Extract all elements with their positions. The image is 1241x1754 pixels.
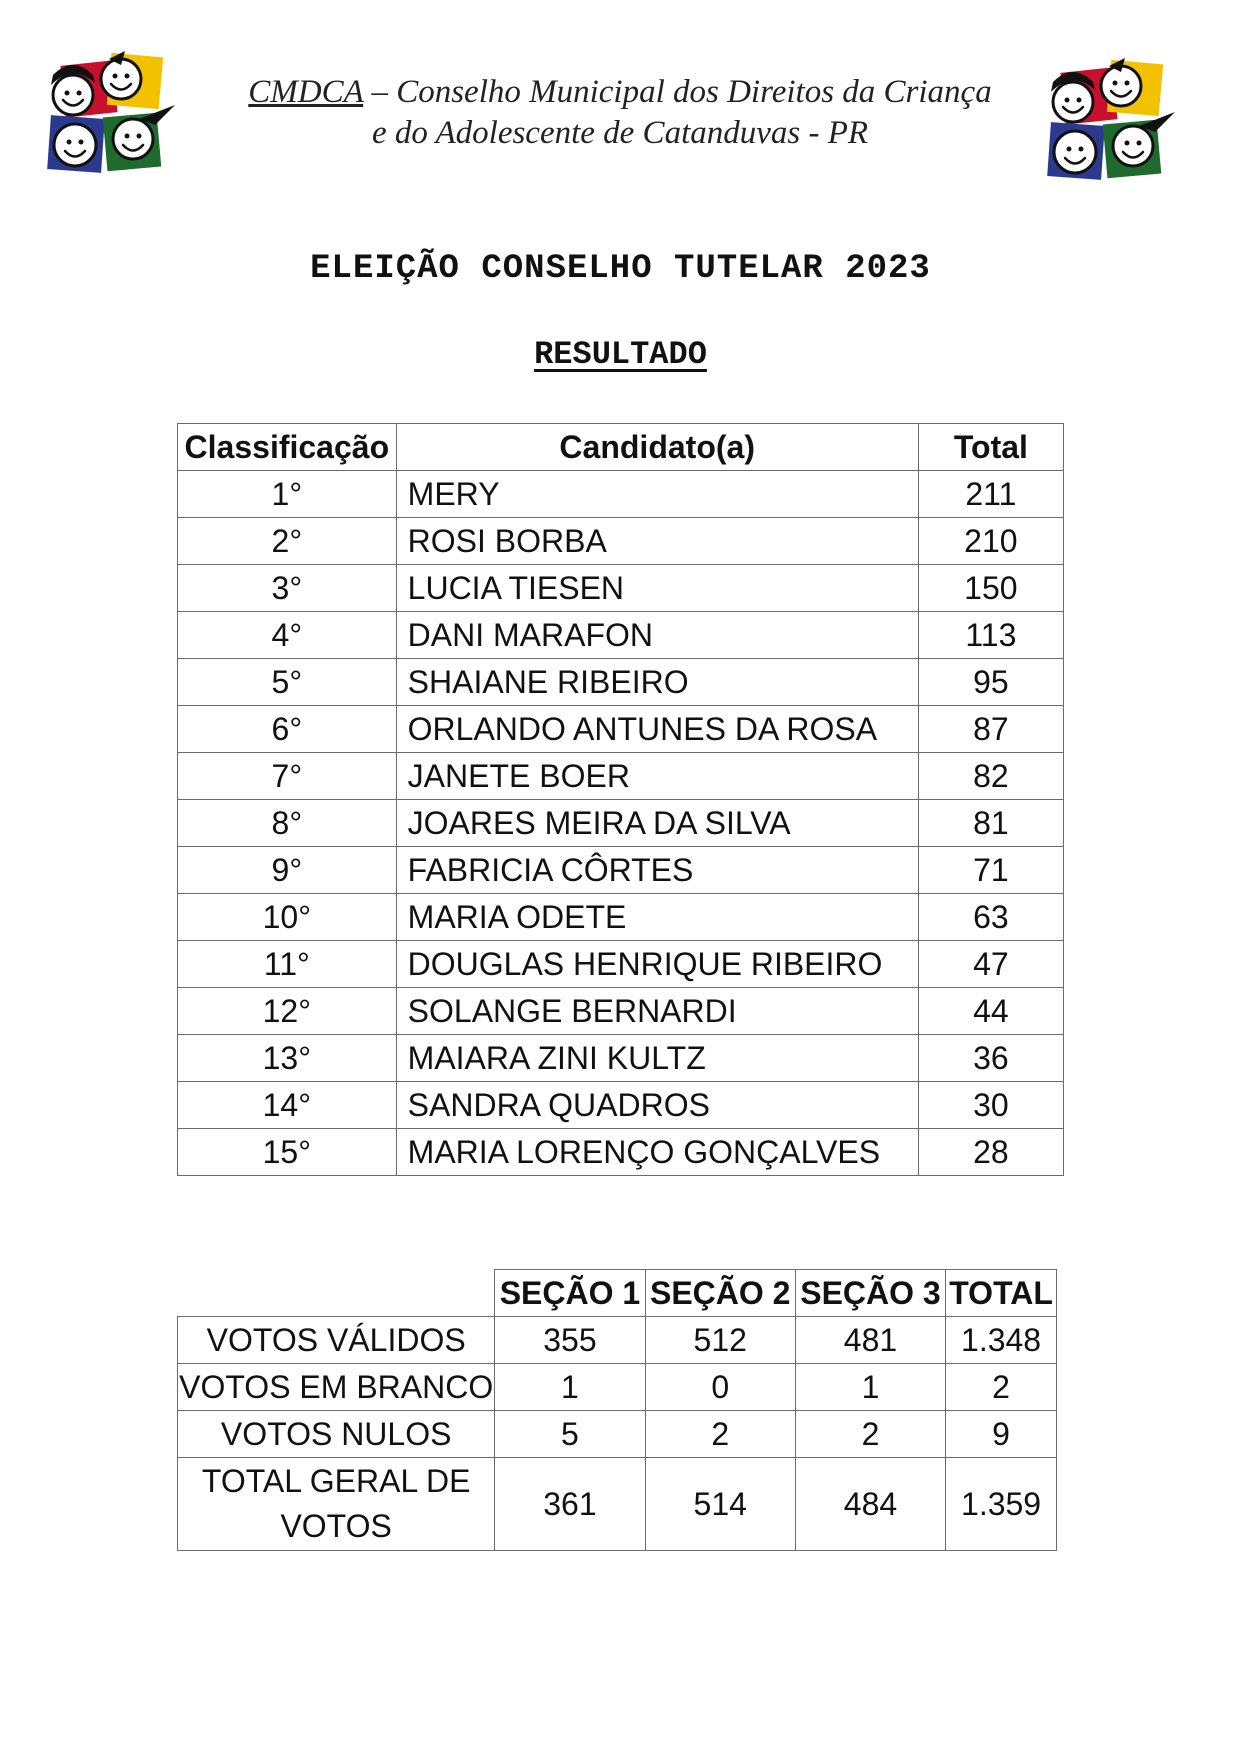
table-row bbox=[178, 518, 1064, 565]
rank-cell: 10° bbox=[178, 894, 397, 941]
organization-name-part-1: – Conselho Municipal dos Direitos da Criança bbox=[363, 74, 992, 110]
row-label: VOTOS EM BRANCO bbox=[178, 1364, 495, 1411]
value-cell: 0 bbox=[645, 1364, 795, 1411]
candidate-cell: MAIARA ZINI KULTZ bbox=[396, 1035, 918, 1082]
rank-cell: 12° bbox=[178, 988, 397, 1035]
candidate-cell: LUCIA TIESEN bbox=[396, 565, 918, 612]
total-cell: 36 bbox=[918, 1035, 1063, 1082]
rank-cell: 6° bbox=[178, 706, 397, 753]
value-cell: 481 bbox=[795, 1317, 945, 1364]
candidate-cell: MARIA ODETE bbox=[396, 894, 918, 941]
value-cell: 514 bbox=[645, 1458, 795, 1551]
value-cell: 9 bbox=[946, 1411, 1057, 1458]
rank-cell: 7° bbox=[178, 753, 397, 800]
table-row bbox=[178, 471, 1064, 518]
value-cell: 355 bbox=[495, 1317, 645, 1364]
organization-abbreviation: CMDCA bbox=[248, 74, 364, 110]
null-votes-row bbox=[178, 1411, 1057, 1458]
results-table bbox=[177, 423, 1064, 1176]
document-title: ELEIÇÃO CONSELHO TUTELAR 2023 bbox=[310, 250, 931, 288]
candidate-cell: ROSI BORBA bbox=[396, 518, 918, 565]
header-candidate: Candidato(a) bbox=[396, 424, 918, 471]
rank-cell: 4° bbox=[178, 612, 397, 659]
total-cell: 44 bbox=[918, 988, 1063, 1035]
table-row bbox=[178, 1082, 1064, 1129]
candidate-cell: SOLANGE BERNARDI bbox=[396, 988, 918, 1035]
results-header-row bbox=[178, 424, 1064, 471]
value-cell: 5 bbox=[495, 1411, 645, 1458]
total-cell: 95 bbox=[918, 659, 1063, 706]
table-row bbox=[178, 941, 1064, 988]
table-row bbox=[178, 612, 1064, 659]
table-row bbox=[178, 659, 1064, 706]
candidate-cell: JANETE BOER bbox=[396, 753, 918, 800]
rank-cell: 2° bbox=[178, 518, 397, 565]
row-label-line-2: VOTOS bbox=[280, 1508, 392, 1544]
rank-cell: 13° bbox=[178, 1035, 397, 1082]
candidate-cell: FABRICIA CÔRTES bbox=[396, 847, 918, 894]
value-cell: 1.359 bbox=[946, 1458, 1057, 1551]
row-label bbox=[178, 1458, 495, 1551]
empty-corner-cell bbox=[178, 1270, 495, 1317]
row-label-line-1: TOTAL GERAL DE bbox=[201, 1463, 471, 1499]
total-cell: 30 bbox=[918, 1082, 1063, 1129]
candidate-cell: DOUGLAS HENRIQUE RIBEIRO bbox=[396, 941, 918, 988]
total-cell: 28 bbox=[918, 1129, 1063, 1176]
rank-cell: 15° bbox=[178, 1129, 397, 1176]
table-row bbox=[178, 988, 1064, 1035]
rank-cell: 5° bbox=[178, 659, 397, 706]
table-row bbox=[178, 1129, 1064, 1176]
value-cell: 2 bbox=[795, 1411, 945, 1458]
cmdca-logo-left-icon bbox=[35, 45, 195, 195]
value-cell: 1.348 bbox=[946, 1317, 1057, 1364]
candidate-cell: SANDRA QUADROS bbox=[396, 1082, 918, 1129]
total-cell: 113 bbox=[918, 612, 1063, 659]
table-row bbox=[178, 565, 1064, 612]
value-cell: 2 bbox=[946, 1364, 1057, 1411]
header-section-3: SEÇÃO 3 bbox=[795, 1270, 945, 1317]
row-label: VOTOS NULOS bbox=[178, 1411, 495, 1458]
candidate-cell: JOARES MEIRA DA SILVA bbox=[396, 800, 918, 847]
candidate-cell: DANI MARAFON bbox=[396, 612, 918, 659]
total-cell: 81 bbox=[918, 800, 1063, 847]
header-section-1: SEÇÃO 1 bbox=[495, 1270, 645, 1317]
document-subtitle bbox=[0, 336, 1241, 373]
header-section-2: SEÇÃO 2 bbox=[645, 1270, 795, 1317]
candidate-cell: ORLANDO ANTUNES DA ROSA bbox=[396, 706, 918, 753]
value-cell: 361 bbox=[495, 1458, 645, 1551]
table-row bbox=[178, 894, 1064, 941]
rank-cell: 9° bbox=[178, 847, 397, 894]
table-row bbox=[178, 706, 1064, 753]
header-total: TOTAL bbox=[946, 1270, 1057, 1317]
candidate-cell: SHAIANE RIBEIRO bbox=[396, 659, 918, 706]
total-cell: 150 bbox=[918, 565, 1063, 612]
header-line-1 bbox=[180, 72, 1060, 113]
subtitle-text: RESULTADO bbox=[534, 336, 707, 373]
rank-cell: 1° bbox=[178, 471, 397, 518]
total-cell: 63 bbox=[918, 894, 1063, 941]
value-cell: 484 bbox=[795, 1458, 945, 1551]
header-classification: Classificação bbox=[178, 424, 397, 471]
votes-summary-table bbox=[177, 1269, 1057, 1551]
blank-votes-row bbox=[178, 1364, 1057, 1411]
value-cell: 2 bbox=[645, 1411, 795, 1458]
table-row bbox=[178, 753, 1064, 800]
organization-name-part-2: e do Adolescente de Catanduvas - PR bbox=[371, 115, 869, 151]
rank-cell: 11° bbox=[178, 941, 397, 988]
candidate-cell: MERY bbox=[396, 471, 918, 518]
rank-cell: 14° bbox=[178, 1082, 397, 1129]
candidate-cell: MARIA LORENÇO GONÇALVES bbox=[396, 1129, 918, 1176]
votes-header-row bbox=[178, 1270, 1057, 1317]
total-cell: 47 bbox=[918, 941, 1063, 988]
rank-cell: 8° bbox=[178, 800, 397, 847]
value-cell: 512 bbox=[645, 1317, 795, 1364]
table-row bbox=[178, 800, 1064, 847]
valid-votes-row bbox=[178, 1317, 1057, 1364]
value-cell: 1 bbox=[795, 1364, 945, 1411]
header-total: Total bbox=[918, 424, 1063, 471]
value-cell: 1 bbox=[495, 1364, 645, 1411]
rank-cell: 3° bbox=[178, 565, 397, 612]
total-cell: 71 bbox=[918, 847, 1063, 894]
row-label: VOTOS VÁLIDOS bbox=[178, 1317, 495, 1364]
total-cell: 210 bbox=[918, 518, 1063, 565]
grand-total-row bbox=[178, 1458, 1057, 1551]
organization-header bbox=[180, 72, 1060, 154]
table-row bbox=[178, 1035, 1064, 1082]
total-cell: 87 bbox=[918, 706, 1063, 753]
total-cell: 211 bbox=[918, 471, 1063, 518]
table-row bbox=[178, 847, 1064, 894]
total-cell: 82 bbox=[918, 753, 1063, 800]
